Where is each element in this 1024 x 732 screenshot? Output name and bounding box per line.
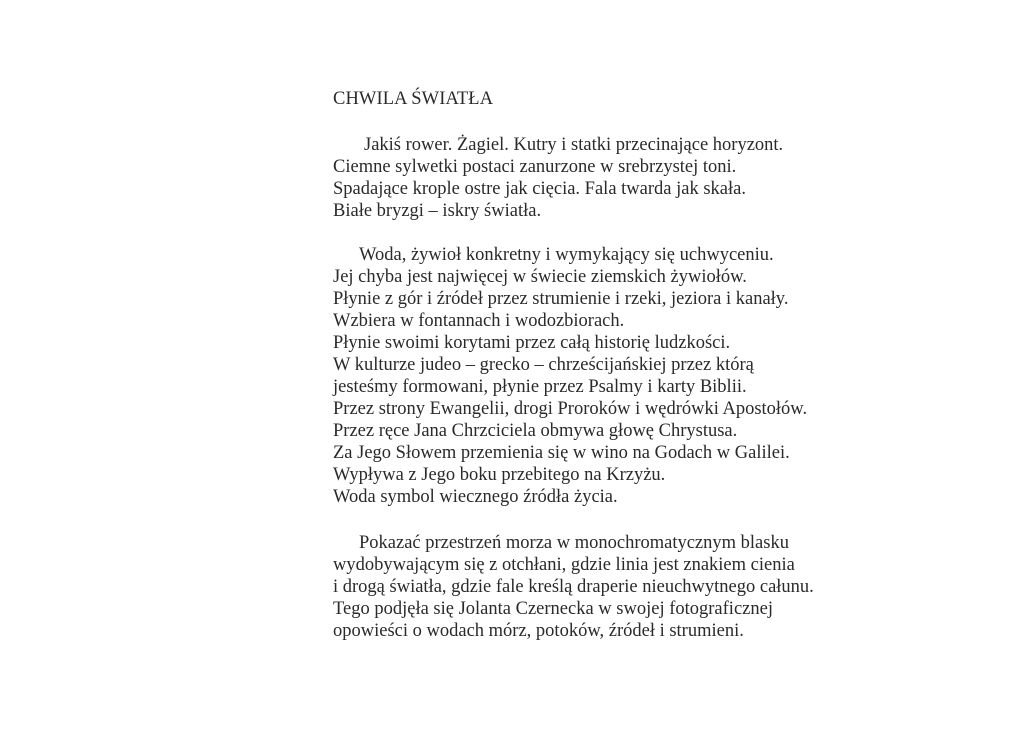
document-page [333,88,913,642]
text-line: Woda symbol wiecznego źródła życia. [333,487,618,507]
text-line: Ciemne sylwetki postaci zanurzone w srebrzystej toni. [333,157,737,177]
text-line: Płynie z gór i źródeł przez strumienie i rzeki, jeziora i kanały. [333,289,789,309]
text-line: Wypływa z Jego boku przebitego na Krzyżu. [333,465,666,485]
paragraph-3 [333,532,913,642]
text-line: wydobywającym się z otchłani, gdzie linia jest znakiem cienia [333,555,795,575]
paragraph-1 [333,134,913,222]
text-line: Spadające krople ostre jak cięcia. Fala twarda jak skała. [333,179,746,199]
text-line: Jakiś rower. Żagiel. Kutry i statki przecinające horyzont. [364,135,784,155]
text-line: Wzbiera w fontannach i wodozbiorach. [333,311,625,331]
text-line: Jej chyba jest najwięcej w świecie ziemskich żywiołów. [333,267,747,287]
text-line: Przez strony Ewangelii, drogi Proroków i wędrówki Apostołów. [333,399,808,419]
text-line: jesteśmy formowani, płynie przez Psalmy i karty Biblii. [333,377,747,397]
paragraph-2 [333,244,913,508]
document-title: CHWILA ŚWIATŁA [333,89,494,109]
text-line: Płynie swoimi korytami przez całą historię ludzkości. [333,333,731,353]
text-line: i drogą światła, gdzie fale kreślą draperie nieuchwytnego całunu. [333,577,814,597]
text-line: Woda, żywioł konkretny i wymykający się uchwyceniu. [359,245,774,265]
text-line: Białe bryzgi – iskry światła. [333,201,542,221]
text-line: Przez ręce Jana Chrzciciela obmywa głowę Chrystusa. [333,421,738,441]
text-line: opowieści o wodach mórz, potoków, źródeł i strumieni. [333,621,744,641]
text-line: Tego podjęła się Jolanta Czernecka w swojej fotograficznej [333,599,773,619]
text-line: Za Jego Słowem przemienia się w wino na Godach w Galilei. [333,443,790,463]
text-line: Pokazać przestrzeń morza w monochromatycznym blasku [359,533,789,553]
text-line: W kulturze judeo – grecko – chrześcijańskiej przez którą [333,355,754,375]
